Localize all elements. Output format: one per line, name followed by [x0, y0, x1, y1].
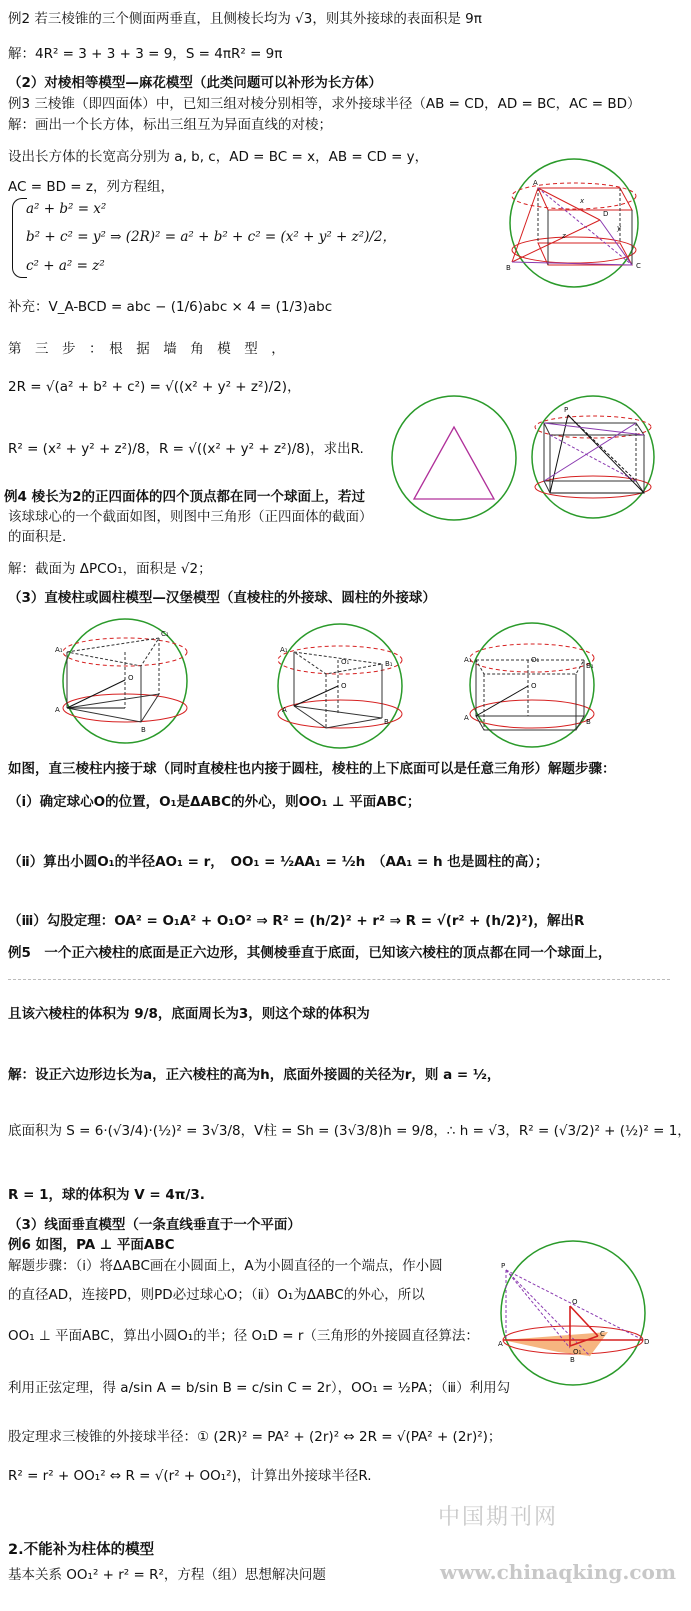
example-3-setup-2: AC = BD = z，列方程组， [8, 179, 174, 195]
example-2: 例2 若三棱锥的三个侧面两垂直，且侧棱长均为 √3，则其外接球的表面积是 9π [8, 11, 482, 27]
example-4-line-3: 的面积是. [8, 529, 67, 545]
example-5-area: 底面积为 S = 6·(√3/4)·(½)² = 3√3/8，V柱 = Sh = (3√3/8)h = 9/8，∴ h = √3，R² = (√3/2)² + (½)² = 1， [8, 1123, 691, 1139]
prism-2-label-o1: O₁ [341, 658, 350, 666]
equation-brace [12, 198, 27, 278]
example-6: 例6 如图，PA ⊥ 平面ABC [8, 1237, 175, 1253]
line-plane-figure [498, 1238, 648, 1388]
section-5-subtext: 基本关系 OO₁² + r² = R²，方程（组）思想解决问题 [8, 1567, 326, 1583]
prism-figure-3 [462, 620, 602, 750]
prism-1-label-b: B [141, 726, 146, 734]
step-three: 第 三 步 ： 根 据 墙 角 模 型 ， [8, 341, 285, 357]
prism-3-label-b1: B₁ [586, 662, 594, 670]
prism-2-label-o: O [341, 682, 347, 690]
prism-3-label-o: O [531, 682, 537, 690]
box-label-z: z [562, 232, 566, 240]
prism-step-1: （ⅰ）确定球心O的位置，O₁是ΔABC的外心，则OO₁ ⊥ 平面ABC； [8, 794, 421, 810]
tetra-label-p: P [564, 406, 569, 414]
example-6-step-5: 股定理求三棱锥的外接球半径：① (2R)² = PA² + (2r)² ⇔ 2R = √(PA² + (2r)²)； [8, 1429, 502, 1445]
example-4-line-1: 例4 棱长为2的正四面体的四个顶点都在同一个球面上，若过 [4, 489, 365, 505]
lp-label-p: P [501, 1262, 506, 1270]
example-2-solution: 解：4R² = 3 + 3 + 3 = 9，S = 4πR² = 9π [8, 46, 283, 62]
section-heading-2: （2）对棱相等模型—麻花模型（此类问题可以补形为长方体） [8, 75, 382, 91]
prism-1-label-c1: C₁ [161, 630, 169, 638]
example-5-line-2: 且该六棱柱的体积为 9/8，底面周长为3，则这个球的体积为 [8, 1006, 370, 1022]
formula-2r: 2R = √(a² + b² + c²) = √((x² + y² + z²)/2)， [8, 379, 301, 395]
watermark-site-name: 中国期刊网 [438, 1505, 559, 1530]
box-label-c: C [636, 262, 641, 270]
prism-2-label-a: A [282, 706, 287, 714]
prism-2-label-a1: A₁ [280, 646, 288, 654]
example-6-step-4: 利用正弦定理，得 a/sin A = b/sin B = c/sin C = 2r），OO₁ = ½PA；（ⅲ）利用勾 [8, 1380, 511, 1396]
prism-step-3: （ⅲ）勾股定理：OA² = O₁A² + O₁O² ⇒ R² = (h/2)² + r² ⇒ R = √(r² + (h/2)²)，解出R [8, 913, 585, 929]
section-heading-4: （3）线面垂直模型（一条直线垂直于一个平面） [8, 1217, 301, 1233]
watermark-site-url: www.chinaqking.com [440, 1560, 677, 1584]
example-4-line-2: 该球球心的一个截面如图，则图中三角形（正四面体的截面） [8, 509, 373, 525]
prism-3-label-o1: O₁ [531, 656, 540, 664]
lp-label-c: C [600, 1330, 605, 1338]
prism-intro: 如图，直三棱柱内接于球（同时直棱柱也内接于圆柱，棱柱的上下底面可以是任意三角形）解题步骤： [8, 761, 616, 777]
example-5-line-1: 例5 一个正六棱柱的底面是正六边形，其侧棱垂直于底面，已知该六棱柱的顶点都在同一个球面上， [8, 945, 612, 961]
supplement-volume: 补充：V_A-BCD = abc − (1/6)abc × 4 = (1/3)abc [8, 299, 333, 315]
prism-3-label-a: A [464, 714, 469, 722]
equation-3: c² + a² = z² [26, 258, 105, 274]
box-in-sphere-figure [500, 158, 650, 288]
box-label-x: x [580, 197, 585, 205]
lp-label-o1: O₁ [573, 1348, 582, 1356]
equation-1: a² + b² = x² [26, 201, 107, 217]
example-4-solution: 解：截面为 ΔPCO₁，面积是 √2； [8, 561, 212, 577]
example-6-step-6: R² = r² + OO₁² ⇔ R = √(r² + OO₁²)，计算出外接球半径R. [8, 1468, 372, 1484]
box-label-b: B [506, 264, 511, 272]
cross-section-figure [391, 395, 519, 523]
example-3-setup: 设出长方体的长宽高分别为 a, b, c，AD = BC = x，AB = CD = y， [8, 149, 429, 165]
section-heading-3: （3）直棱柱或圆柱模型—汉堡模型（直棱柱的外接球、圆柱的外接球） [8, 590, 436, 606]
prism-3-label-a1: A₁ [464, 656, 472, 664]
lp-label-b: B [570, 1356, 575, 1364]
section-heading-5: 2.不能补为柱体的模型 [8, 1542, 155, 1558]
example-5-solution: 解：设正六边形边长为a，正六棱柱的高为h，底面外接圆的关径为r，则 a = ½， [8, 1067, 501, 1083]
box-label-a: A [533, 179, 538, 187]
formula-r-squared: R² = (x² + y² + z²)/8，R = √((x² + y² + z²)/8)，求出R. [8, 441, 364, 457]
lp-label-d: D [644, 1338, 650, 1346]
example-5-result: R = 1，球的体积为 V = 4π/3. [8, 1187, 205, 1203]
lp-label-o: O [572, 1298, 578, 1306]
prism-2-label-b: B [384, 718, 389, 726]
prism-step-2: （ⅱ）算出小圆O₁的半径AO₁ = r， OO₁ = ½AA₁ = ½h （AA₁ = h 也是圆柱的高）； [8, 854, 549, 870]
box-label-d: D [603, 210, 609, 218]
example-6-step-3: OO₁ ⊥ 平面ABC，算出小圆O₁的半；径 O₁D = r（三角形的外接圆直径算法： [8, 1328, 479, 1344]
prism-figure-1 [55, 616, 195, 746]
prism-3-label-b: B [586, 718, 591, 726]
prism-figure-2 [270, 622, 410, 750]
prism-2-label-b1: B₁ [385, 660, 393, 668]
example-6-step-2: 的直径AD，连接PD，则PD必过球心O；（ⅱ）O₁为ΔABC的外心，所以 [8, 1287, 425, 1303]
example-6-step-1: 解题步骤：（ⅰ）将ΔABC画在小圆面上，A为小圆直径的一个端点，作小圆 [8, 1258, 443, 1274]
example-3: 例3 三棱锥（即四面体）中，已知三组对棱分别相等，求外接球半径（AB = CD，AD = BC，AC = BD） [8, 96, 641, 112]
prism-1-label-o: O [128, 674, 134, 682]
example-3-solution: 解：画出一个长方体，标出三组互为异面直线的对棱； [8, 117, 332, 133]
box-label-y: y [617, 224, 622, 232]
page-break-line [8, 979, 670, 980]
prism-1-label-a: A [55, 706, 60, 714]
equation-2: b² + c² = y² ⇒ (2R)² = a² + b² + c² = (x² + y² + z²)/2， [26, 229, 397, 245]
lp-label-a: A [498, 1340, 503, 1348]
prism-1-label-a1: A₁ [55, 646, 63, 654]
tetrahedron-in-box-figure [528, 395, 658, 523]
